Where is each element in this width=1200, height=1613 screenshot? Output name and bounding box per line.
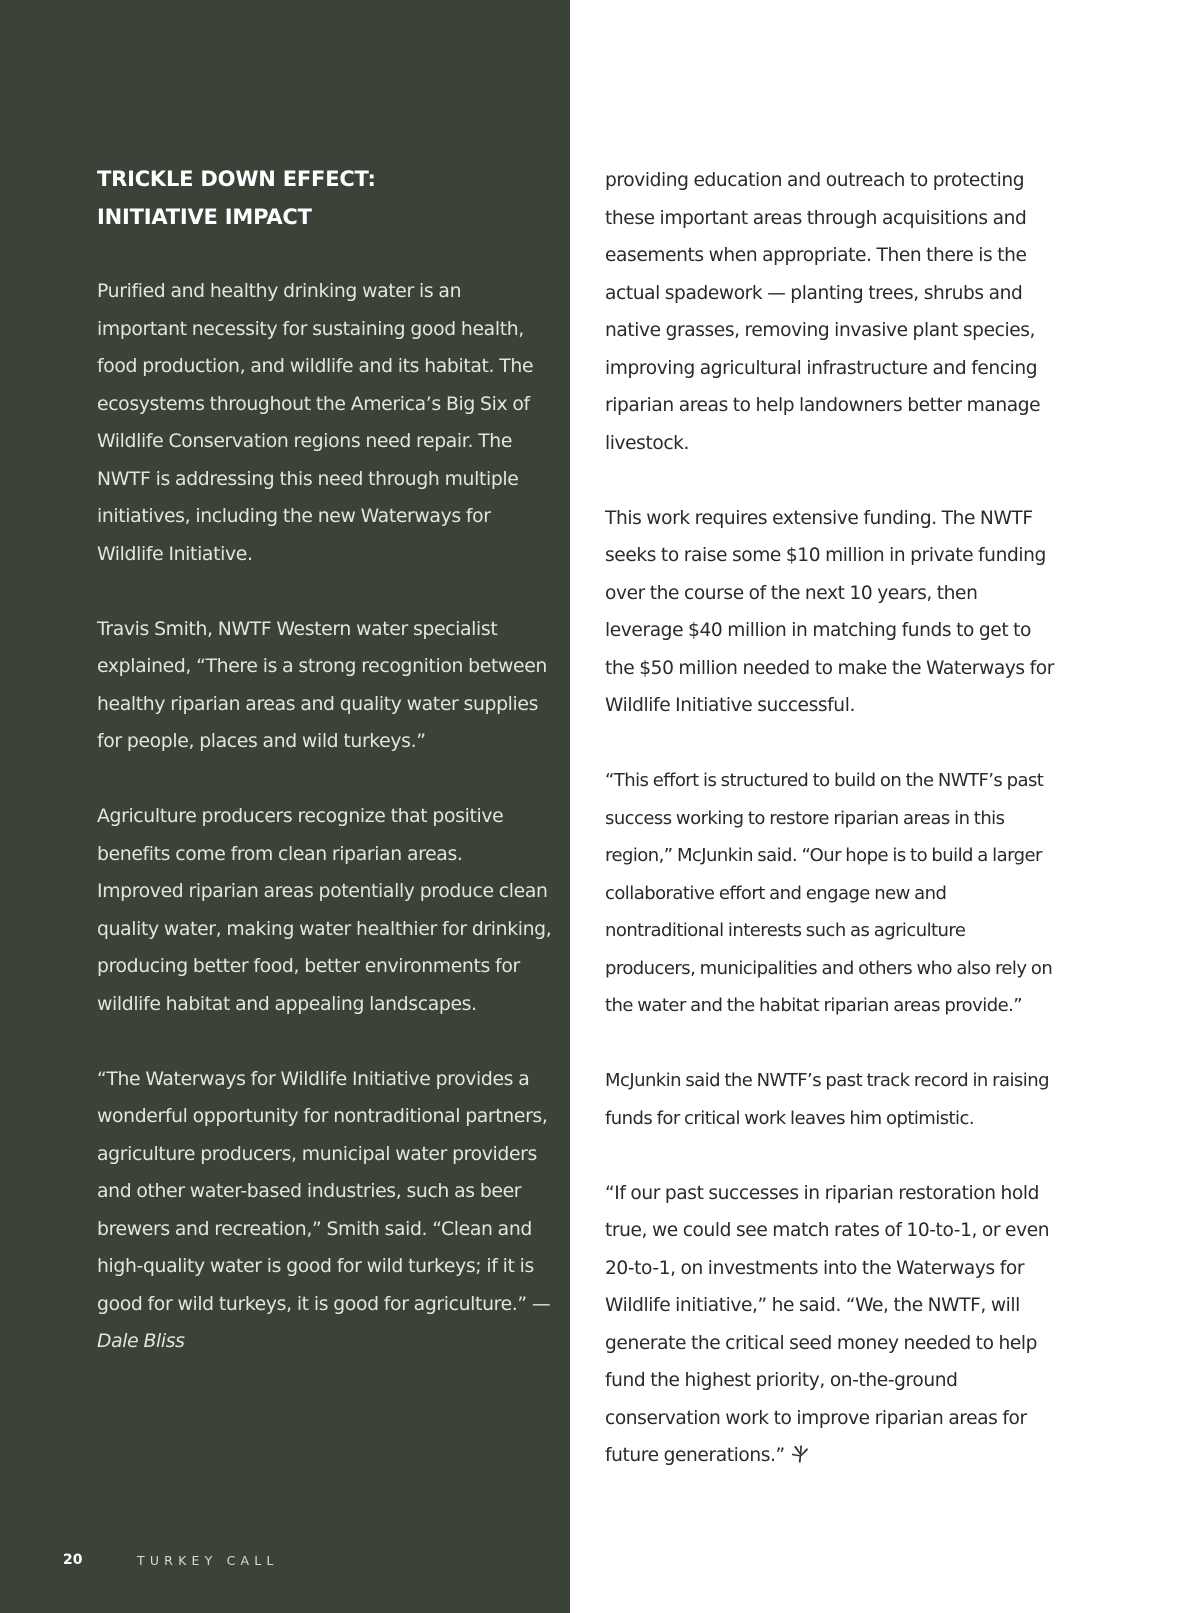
sidebar-quote-text: “The Waterways for Wildlife Initiative provides a wonderful opportunity for nontraditional partners, agriculture producers, municipal water providers and other water-based industries, such as beer brewers and recreation,” Smith said. “Clean and high-quality water is good for wild turkeys; if it is good for wild turkeys, it is good for agriculture.” — <box>97 1068 551 1315</box>
sidebar-title <box>97 160 552 236</box>
turkey-track-icon <box>791 1439 809 1457</box>
sidebar-panel <box>0 0 570 1613</box>
article-paragraph-2: This work requires extensive funding. The NWTF seeks to raise some $10 million in private funding over the course of the next 10 years, then leverage $40 million in matching funds to get to the $50 million needed to make the Waterways for Wildlife Initiative successful. <box>605 507 1054 716</box>
sidebar-paragraph-3: Agriculture producers recognize that positive benefits come from clean riparian areas. Improved riparian areas potentially produce clean quality water, making water healthier for drinking, producing better food, better environments for wildlife habitat and appealing landscapes. <box>97 806 552 1015</box>
author-byline: Dale Bliss <box>97 1331 185 1352</box>
sidebar-title-line-2: INITIATIVE IMPACT <box>97 205 312 229</box>
page-number: 20 <box>63 1552 83 1568</box>
sidebar-column <box>97 160 552 1398</box>
sidebar-paragraph-1: Purified and healthy drinking water is an important necessity for sustaining good health, food production, and wildlife and its habitat. The ecosystems throughout the America’s Big Six of Wildlife Conservation regions need repair. The NWTF is addressing this need through multiple initiatives, including the new Waterways for Wildlife Initiative. <box>97 281 534 565</box>
sidebar-title-line-1: TRICKLE DOWN EFFECT: <box>97 167 376 191</box>
article-paragraph-4: McJunkin said the NWTF’s past track record in raising funds for critical work leaves him optimistic. <box>605 1070 1049 1129</box>
article-closing-text: “If our past successes in riparian restoration hold true, we could see match rates of 10-to-1, or even 20-to-1, on investments into the Waterways for Wildlife initiative,” he said. “We, the NWTF, will generate the critical seed money needed to help fund the highest priority, on-the-ground conservation work to improve riparian areas for future generations.” <box>605 1182 1050 1466</box>
article-paragraph-1: providing education and outreach to protecting these important areas through acquisitions and easements when appropriate. Then there is the actual spadework — planting trees, shrubs and native grasses, removing invasive plant species, improving agricultural infrastructure and fencing riparian areas to help landowners better manage livestock. <box>605 170 1041 454</box>
article-paragraph-3: “This effort is structured to build on the NWTF’s past success working to restore riparian areas in this region,” McJunkin said. “Our hope is to build a larger collaborative effort and engage new and nontraditional interests such as agriculture producers, municipalities and others who also rely on the water and the habitat riparian areas provide.” <box>605 770 1053 1016</box>
article-column <box>605 162 1055 1512</box>
page-footer <box>63 1550 279 1570</box>
sidebar-paragraph-2: Travis Smith, NWTF Western water specialist explained, “There is a strong recognition between healthy riparian areas and quality water supplies for people, places and wild turkeys.” <box>97 618 547 752</box>
article-paragraph-5 <box>605 1175 1055 1475</box>
sidebar-paragraph-4 <box>97 1061 552 1361</box>
magazine-name: TURKEY CALL <box>137 1552 279 1568</box>
